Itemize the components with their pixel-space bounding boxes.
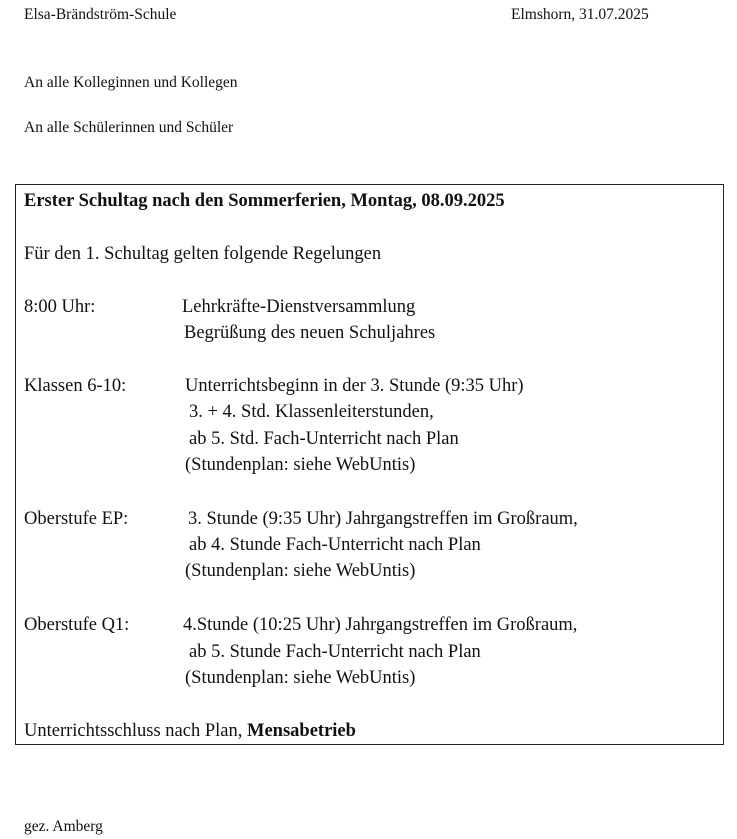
- addressee-students: An alle Schülerinnen und Schüler: [24, 119, 234, 136]
- section-line: 3. Stunde (9:35 Uhr) Jahrgangstreffen im Großraum,: [188, 509, 578, 529]
- closing-bold-text: Mensabetrieb: [247, 721, 356, 741]
- section-label: 8:00 Uhr:: [24, 297, 96, 317]
- section-line: (Stundenplan: siehe WebUntis): [185, 561, 416, 581]
- notice-closing: [24, 720, 356, 742]
- section-line: Unterrichtsbeginn in der 3. Stunde (9:35 Uhr): [185, 376, 524, 396]
- addressee-staff: An alle Kolleginnen und Kollegen: [24, 74, 238, 91]
- notice-intro: Für den 1. Schultag gelten folgende Regelungen: [24, 244, 382, 264]
- section-line: ab 4. Stunde Fach-Unterricht nach Plan: [189, 535, 481, 555]
- section-label: Oberstufe Q1:: [24, 615, 130, 635]
- closing-text: Unterrichtsschluss nach Plan,: [24, 721, 247, 741]
- section-line: ab 5. Std. Fach-Unterricht nach Plan: [189, 429, 459, 449]
- section-line: (Stundenplan: siehe WebUntis): [185, 455, 416, 475]
- section-line: Lehrkräfte-Dienstversammlung: [182, 297, 416, 317]
- section-label: Klassen 6-10:: [24, 376, 127, 396]
- place-date: Elmshorn, 31.07.2025: [511, 6, 649, 23]
- section-line: (Stundenplan: siehe WebUntis): [185, 668, 416, 688]
- school-name: Elsa-Brändström-Schule: [24, 6, 177, 23]
- section-line: 3. + 4. Std. Klassenleiterstunden,: [189, 402, 434, 422]
- section-line: 4.Stunde (10:25 Uhr) Jahrgangstreffen im Großraum,: [183, 615, 578, 635]
- signature: gez. Amberg: [24, 818, 103, 835]
- section-label: Oberstufe EP:: [24, 509, 129, 529]
- notice-title: Erster Schultag nach den Sommerferien, Montag, 08.09.2025: [24, 191, 505, 211]
- section-line: ab 5. Stunde Fach-Unterricht nach Plan: [189, 642, 481, 662]
- notice-box: [15, 184, 724, 745]
- section-line: Begrüßung des neuen Schuljahres: [184, 323, 436, 343]
